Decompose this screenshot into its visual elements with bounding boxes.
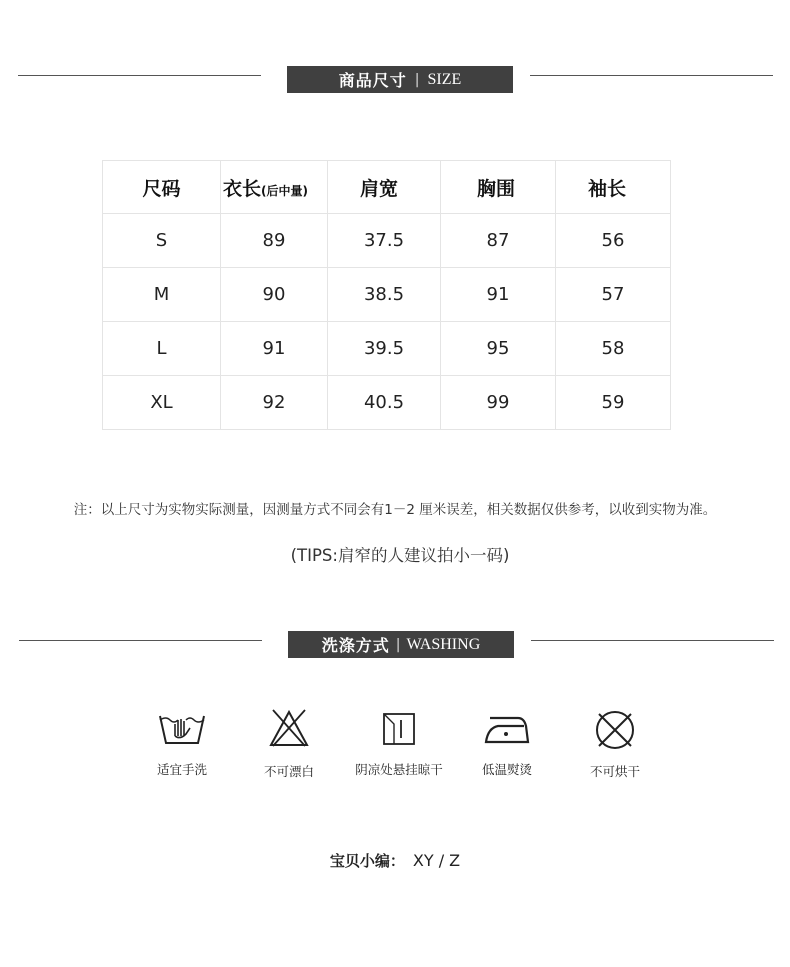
measurement-cell: 87 [441,214,556,268]
measurement-cell: 37.5 [328,214,441,268]
measurement-cell: 40.5 [328,376,441,430]
size-table [102,160,671,430]
measurement-cell: 39.5 [328,322,441,376]
washing-title-en: WASHING [406,635,481,653]
no-tumble-dry-icon [593,708,637,752]
size-row-s [103,214,671,268]
washing-divider-right [531,640,774,641]
washing-divider-left [19,640,262,641]
header-chest-label: 胸围 [477,177,516,200]
size-title-cn: 商品尺寸 [338,71,407,90]
size-row-xl [103,376,671,430]
care-label-shade-hang-dry: 阴凉处悬挂晾干 [355,762,443,777]
measurement-cell: 57 [556,268,671,322]
header-shoulder [328,161,441,214]
measurement-cell: 38.5 [328,268,441,322]
measurement-cell: 56 [556,214,671,268]
hand-wash-icon [158,710,206,746]
size-cell: XL [103,376,221,430]
size-section-banner [287,66,513,93]
header-length-note: (后中量) [261,183,308,198]
editor-credit [0,850,790,871]
care-label-hand-wash: 适宜手洗 [156,762,207,777]
care-item-low-iron [452,714,562,778]
shade-hang-dry-icon [382,712,416,746]
tips-text: (TIPS:肩窄的人建议拍小一码) [290,546,510,565]
care-item-shade-hang-dry [344,712,454,778]
size-table-header-row [103,161,671,214]
header-sleeve-label: 袖长 [588,177,627,200]
care-label-no-tumble-dry: 不可烘干 [589,764,640,779]
size-divider-right [530,75,773,76]
measurement-cell: 92 [221,376,328,430]
measurement-cell: 91 [221,322,328,376]
size-cell: S [103,214,221,268]
measurement-cell: 90 [221,268,328,322]
size-divider-left [18,75,261,76]
banner-separator: | [395,636,401,653]
care-label-low-iron: 低温熨烫 [481,762,532,777]
washing-section-banner [288,631,514,658]
care-item-hand-wash [127,710,237,778]
measurement-cell: 91 [441,268,556,322]
header-size [103,161,221,214]
care-item-no-tumble-dry [560,708,670,780]
care-item-no-bleach [234,708,344,780]
header-chest [441,161,556,214]
low-iron-icon [484,714,530,746]
measurement-cell: 99 [441,376,556,430]
size-row-m [103,268,671,322]
measurement-cell: 95 [441,322,556,376]
size-cell: L [103,322,221,376]
measurement-cell: 59 [556,376,671,430]
header-length [221,161,328,214]
banner-separator: | [414,71,420,88]
measurement-note: 注：以上尺寸为实物实际测量，因测量方式不同会有1－2 厘米误差，相关数据仅供参考，以收到实物为准。 [73,502,717,518]
header-length-label: 衣长 [223,177,262,200]
header-size-label: 尺码 [142,177,181,200]
size-row-l [103,322,671,376]
measurement-cell: 89 [221,214,328,268]
size-cell: M [103,268,221,322]
size-title-en: SIZE [427,70,462,88]
washing-title-cn: 洗涤方式 [321,636,390,655]
editor-label: 宝贝小编： [329,852,405,870]
care-label-no-bleach: 不可漂白 [263,764,314,779]
measurement-cell: 58 [556,322,671,376]
header-sleeve [556,161,671,214]
no-bleach-icon [267,708,311,748]
header-shoulder-label: 肩宽 [360,177,399,200]
editor-value: XY / Z [412,851,461,870]
